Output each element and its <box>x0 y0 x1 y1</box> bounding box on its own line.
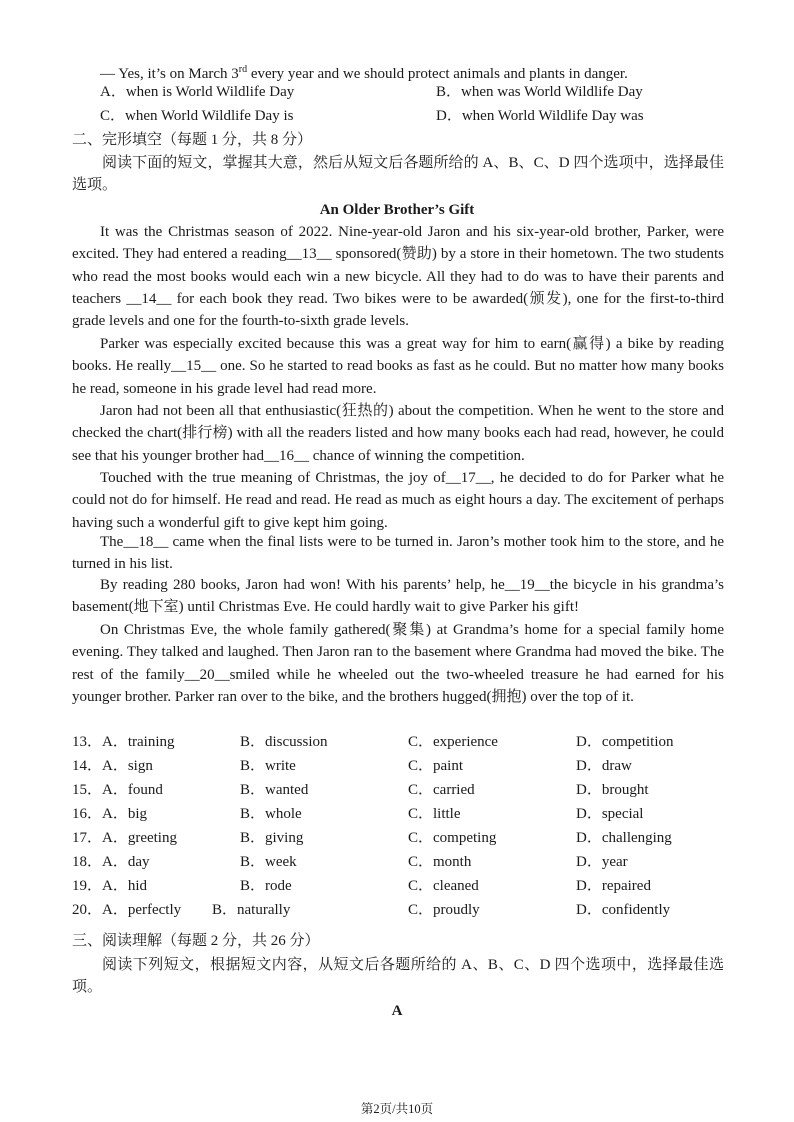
section-2-instructions: 阅读下面的短文，掌握其大意，然后从短文后各题所给的 A、B、C、D 四个选项中，选择最佳选项。 <box>72 155 724 194</box>
q19-option-c: C．cleaned <box>408 878 479 894</box>
passage-paragraph-4: Touched with the true meaning of Christmas, the joy of__17__, he decided to do for Parker what he could not do for himself. He read and read. He read as much as eight hours a day. The excitement of perhaps having such a wonderful gift to give kept him going. <box>72 470 724 531</box>
q20-option-d: D．confidently <box>576 902 671 918</box>
q18-option-a: 18．A．day <box>72 854 150 870</box>
q18-option-d: D．year <box>576 854 628 870</box>
q16-option-a: 16．A．big <box>72 806 148 822</box>
q18-option-c: C．month <box>408 854 472 870</box>
q12-option-d: D．when World Wildlife Day was <box>436 108 644 124</box>
passage-title: An Older Brother’s Gift <box>319 202 475 218</box>
q12-option-c: C．when World Wildlife Day is <box>100 108 294 124</box>
question-15-options <box>72 780 724 800</box>
q17-option-c: C．competing <box>408 830 497 846</box>
question-17-options <box>72 828 724 848</box>
q17-option-a: 17．A．greeting <box>72 830 177 846</box>
q12-options-row-1 <box>100 82 724 102</box>
q15-option-b: B．wanted <box>240 782 309 798</box>
page-number: 第2页/共10页 <box>360 1102 434 1116</box>
q13-option-b: B．discussion <box>240 734 328 750</box>
q19-option-d: D．repaired <box>576 878 651 894</box>
q19-option-b: B．rode <box>240 878 292 894</box>
q20-option-b: B．naturally <box>212 902 291 918</box>
q12-options-row-2 <box>100 106 724 126</box>
question-16-options <box>72 804 724 824</box>
question-20-options <box>72 900 724 920</box>
q15-option-a: 15．A．found <box>72 782 163 798</box>
q14-option-c: C．paint <box>408 758 463 774</box>
section-2-heading: 二、完形填空（每题 1 分，共 8 分） <box>72 132 313 148</box>
q14-option-b: B．write <box>240 758 296 774</box>
q18-option-b: B．week <box>240 854 297 870</box>
q17-option-b: B．giving <box>240 830 304 846</box>
passage-paragraph-2: Parker was especially excited because this was a great way for him to earn(赢得) a bike by reading books. He really__15__ one. So he started to read books as fast as he could. But no matter how many books he read, someone in his grade level had read more. <box>72 336 724 397</box>
section-3-instructions: 阅读下列短文，根据短文内容，从短文后各题所给的 A、B、C、D 四个选项中，选择最佳选项。 <box>72 957 724 996</box>
passage-paragraph-1: It was the Christmas season of 2022. Nine-year-old Jaron and his six-year-old brother, Parker, were excited. They had entered a reading__13__ sponsored(赞助) by a store in their hometown. The two students who read the most books would each win a new bicycle. All they had to do was to have their parents and teachers __14__ for each book they read. Two bikes were to be awarded(颁发), one for the first-to-third grade levels and one for the fourth-to-sixth grade levels. <box>72 224 724 330</box>
q13-option-a: 13．A．training <box>72 734 175 750</box>
question-19-options <box>72 876 724 896</box>
question-13-options <box>72 732 724 752</box>
passage-paragraph-6: By reading 280 books, Jaron had won! With his parents’ help, he__19__the bicycle in his grandma’s basement(地下室) until Christmas Eve. He could hardly wait to give Parker his gift! <box>72 577 724 616</box>
q14-option-a: 14．A．sign <box>72 758 153 774</box>
q15-option-d: D．brought <box>576 782 649 798</box>
passage-paragraph-3: Jaron had not been all that enthusiastic(狂热的) about the competition. When he went to the store and checked the chart(排行榜) with all the readers listed and how many books each had read, however, he could see that his younger brother had__16__ chance of winning the competition. <box>72 403 724 464</box>
q15-option-c: C．carried <box>408 782 475 798</box>
q12-answer-line: — Yes, it’s on March 3rd every year and we should protect animals and plants in danger. <box>100 64 628 82</box>
q16-option-b: B．whole <box>240 806 302 822</box>
q16-option-d: D．special <box>576 806 644 822</box>
section-3-heading: 三、阅读理解（每题 2 分，共 26 分） <box>72 933 320 949</box>
q12-option-b: B．when was World Wildlife Day <box>436 84 643 100</box>
q17-option-d: D．challenging <box>576 830 672 846</box>
q20-option-c: C．proudly <box>408 902 480 918</box>
q13-option-c: C．experience <box>408 734 498 750</box>
question-14-options <box>72 756 724 776</box>
q13-option-d: D．competition <box>576 734 674 750</box>
question-18-options <box>72 852 724 872</box>
passage-paragraph-7: On Christmas Eve, the whole family gathered(聚集) at Grandma’s home for a special family home evening. They talked and laughed. Then Jaron ran to the basement where Grandma had moved the bike. The rest of the family__20__smiled while he wheeled out the two-wheeled treasure he had earned for his younger brother. Parker ran over to the bike, and the brothers hugged(拥抱) over the top of it. <box>72 622 724 705</box>
passage-paragraph-5: The__18__ came when the final lists were to be turned in. Jaron’s mother took him to the store, and he turned in his list. <box>72 534 724 573</box>
q19-option-a: 19．A．hid <box>72 878 148 894</box>
passage-a-label: A <box>391 1003 403 1019</box>
q14-option-d: D．draw <box>576 758 632 774</box>
q20-option-a: 20．A．perfectly <box>72 902 182 918</box>
q12-option-a: A．when is World Wildlife Day <box>100 84 295 100</box>
q16-option-c: C．little <box>408 806 461 822</box>
